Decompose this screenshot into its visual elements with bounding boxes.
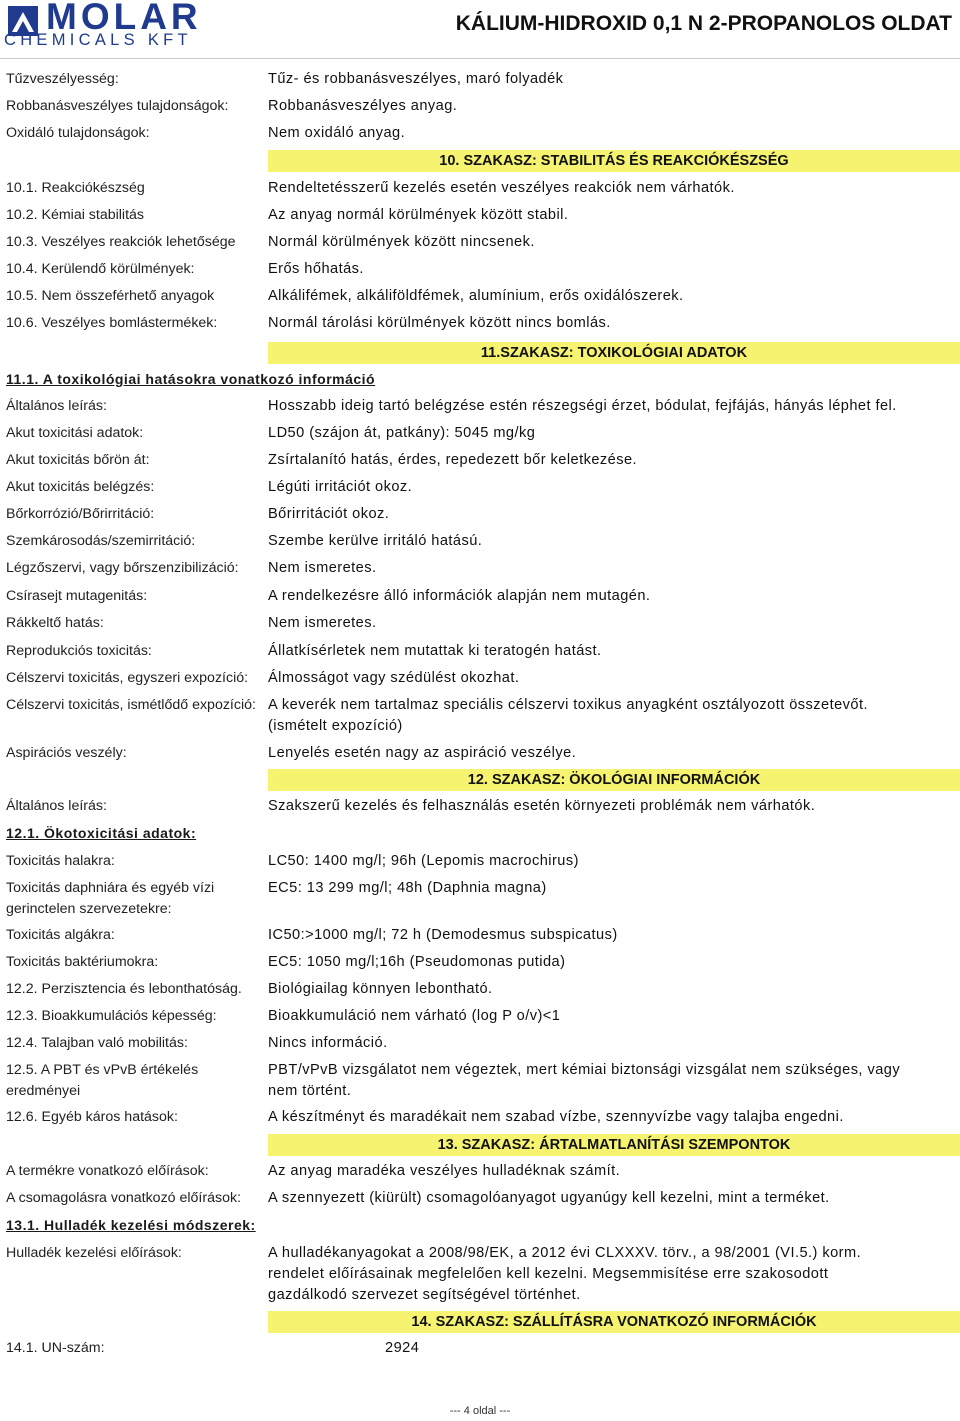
s12-label-cont: gerinctelen szervezetekre: [6, 901, 172, 917]
section-11-header: 11.SZAKASZ: TOXIKOLÓGIAI ADATOK [268, 342, 960, 364]
s13-value: Az anyag maradéka veszélyes hulladéknak számít. [268, 1163, 621, 1179]
s12-label: Toxicitás halakra: [6, 853, 115, 869]
s11-label: Csírasejt mutagenitás: [6, 588, 148, 604]
s12-label: Toxicitás algákra: [6, 927, 115, 943]
s11-value: Nem ismeretes. [268, 615, 377, 631]
s12-general-value: Szakszerű kezelés és felhasználás esetén környezeti problémák nem várhatók. [268, 798, 816, 814]
page-number: --- 4 oldal --- [449, 1405, 511, 1417]
s12-value: Bioakkumuláció nem várható (log P o/v)<1 [268, 1008, 561, 1024]
s11-value: Állatkísérletek nem mutattak ki teratogén hatást. [268, 643, 602, 659]
s10-label: 10.2. Kémiai stabilitás [6, 207, 145, 223]
s11-label: Általános leírás: [6, 398, 107, 414]
s12-value: PBT/vPvB vizsgálatot nem végeztek, mert kémiai biztonsági vizsgálat nem szükséges, vagy [268, 1062, 901, 1078]
section-10-header: 10. SZAKASZ: STABILITÁS ÉS REAKCIÓKÉSZSÉG [268, 150, 960, 172]
s11-value: Szembe kerülve irritáló hatású. [268, 533, 483, 549]
s11-label: Rákkeltő hatás: [6, 615, 104, 631]
s11-label: Akut toxicitási adatok: [6, 425, 144, 441]
s12-value: EC5: 13 299 mg/l; 48h (Daphnia magna) [268, 880, 547, 896]
oxidizing-label: Oxidáló tulajdonságok: [6, 125, 150, 141]
header [0, 0, 960, 55]
s11-value-cont: (ismételt expozíció) [268, 718, 403, 734]
s11-label: Akut toxicitás belégzés: [6, 479, 155, 495]
s11-value: A rendelkezésre álló információk alapján nem mutagén. [268, 588, 651, 604]
s11-label: Célszervi toxicitás, ismétlődő expozíció: [6, 697, 256, 713]
s11-value: Zsírtalanító hatás, érdes, repedezett bőr keletkezése. [268, 452, 638, 468]
section-14-header: 14. SZAKASZ: SZÁLLÍTÁSRA VONATKOZÓ INFORMÁCIÓK [268, 1311, 960, 1333]
s11-value: Légúti irritációt okoz. [268, 479, 413, 495]
s12-value: LC50: 1400 mg/l; 96h (Lepomis macrochirus) [268, 853, 579, 869]
s11-value: A keverék nem tartalmaz speciális célszervi toxikus anyagként osztályozott összetevőt. [268, 697, 868, 713]
s13-subtitle: 13.1. Hulladék kezelési módszerek: [6, 1217, 256, 1233]
s10-value: Erős hőhatás. [268, 261, 364, 277]
s11-value: LD50 (szájon át, patkány): 5045 mg/kg [268, 425, 536, 441]
s10-label: 10.5. Nem összeférhető anyagok [6, 288, 215, 304]
s11-label: Szemkárosodás/szemirritáció: [6, 533, 196, 549]
document-title: KÁLIUM-HIDROXID 0,1 N 2-PROPANOLOS OLDAT [455, 12, 952, 35]
s13-waste-label: Hulladék kezelési előírások: [6, 1245, 182, 1261]
s10-label: 10.3. Veszélyes reakciók lehetősége [6, 234, 236, 250]
s11-value: Álmosságot vagy szédülést okozhat. [268, 670, 520, 686]
s12-value: Nincs információ. [268, 1035, 388, 1051]
s12-value: EC5: 1050 mg/l;16h (Pseudomonas putida) [268, 954, 566, 970]
s11-label: Reprodukciós toxicitás: [6, 643, 152, 659]
s12-label: 12.3. Bioakkumulációs képesség: [6, 1008, 217, 1024]
oxidizing-value: Nem oxidáló anyag. [268, 125, 406, 141]
s12-label: 12.6. Egyéb káros hatások: [6, 1109, 178, 1125]
s11-label: Célszervi toxicitás, egyszeri expozíció: [6, 670, 249, 686]
s12-label: 12.4. Talajban való mobilitás: [6, 1035, 188, 1051]
s11-value: Nem ismeretes. [268, 560, 377, 576]
s10-value: Alkálifémek, alkáliföldfémek, alumínium, erős oxidálószerek. [268, 288, 684, 304]
un-number-label: 14.1. UN-szám: [6, 1340, 105, 1356]
s10-label: 10.4. Kerülendő körülmények: [6, 261, 195, 277]
s13-waste-line: rendelet előírásainak megfelelően kell kezelni. Megsemmisítése erre szakosodott [268, 1266, 829, 1282]
s11-value: Hosszabb ideig tartó belégzése estén részegségi érzet, bódulat, fejfájás, hányás léphet fel. [268, 398, 897, 414]
s13-value: A szennyezett (kiürült) csomagolóanyagot ugyanúgy kell kezelni, mint a terméket. [268, 1190, 830, 1206]
s12-general-label: Általános leírás: [6, 798, 107, 814]
s10-label: 10.1. Reakciókészség [6, 180, 145, 196]
flammability-value: Tűz- és robbanásveszélyes, maró folyadék [268, 71, 564, 87]
flammability-label: Tűzveszélyesség: [6, 71, 119, 87]
s12-subtitle: 12.1. Ökotoxicitási adatok: [6, 825, 197, 841]
s11-subtitle: 11.1. A toxikológiai hatásokra vonatkozó információ [6, 371, 376, 387]
explosive-label: Robbanásveszélyes tulajdonságok: [6, 98, 229, 114]
s11-value: Bőrirritációt okoz. [268, 506, 390, 522]
s12-value: Biológiailag könnyen lebontható. [268, 981, 493, 997]
s12-label: Toxicitás baktériumokra: [6, 954, 159, 970]
s13-label: A termékre vonatkozó előírások: [6, 1163, 209, 1179]
s12-label: Toxicitás daphniára és egyéb vízi [6, 880, 215, 896]
s13-waste-line: A hulladékanyagokat a 2008/98/EK, a 2012 évi CLXXXV. törv., a 98/2001 (VI.5.) korm. [268, 1245, 862, 1261]
logo-main-text: MOLAR [46, 0, 202, 37]
s13-label: A csomagolásra vonatkozó előírások: [6, 1190, 242, 1206]
header-divider [0, 58, 960, 59]
s11-value: Lenyelés esetén nagy az aspiráció veszélye. [268, 745, 577, 761]
section-13-header: 13. SZAKASZ: ÁRTALMATLANÍTÁSI SZEMPONTOK [268, 1134, 960, 1156]
un-number-value: 2924 [385, 1340, 420, 1356]
s11-label: Bőrkorrózió/Bőrirritáció: [6, 506, 155, 522]
s12-value: IC50:>1000 mg/l; 72 h (Demodesmus subspicatus) [268, 927, 618, 943]
s12-value-cont: nem történt. [268, 1083, 352, 1099]
s10-value: Rendeltetésszerű kezelés esetén veszélyes reakciók nem várhatók. [268, 180, 735, 196]
s13-waste-line: gazdálkodó szervezet segítségével történhet. [268, 1287, 581, 1303]
s10-label: 10.6. Veszélyes bomlástermékek: [6, 315, 218, 331]
section-12-header: 12. SZAKASZ: ÖKOLÓGIAI INFORMÁCIÓK [268, 769, 960, 791]
s12-value: A készítményt és maradékait nem szabad vízbe, szennyvízbe vagy talajba engedni. [268, 1109, 844, 1125]
s11-label: Akut toxicitás bőrön át: [6, 452, 150, 468]
s12-label: 12.5. A PBT és vPvB értékelés [6, 1062, 199, 1078]
s10-value: Az anyag normál körülmények között stabil. [268, 207, 569, 223]
s10-value: Normál körülmények között nincsenek. [268, 234, 535, 250]
s12-label: 12.2. Perzisztencia és lebonthatóság. [6, 981, 242, 997]
explosive-value: Robbanásveszélyes anyag. [268, 98, 458, 114]
s11-label: Légzőszervi, vagy bőrszenzibilizáció: [6, 560, 239, 576]
s10-value: Normál tárolási körülmények között nincs bomlás. [268, 315, 611, 331]
s11-label: Aspirációs veszély: [6, 745, 127, 761]
logo-sub-text: CHEMICALS KFT [4, 31, 192, 49]
s12-label-cont: eredményei [6, 1083, 81, 1099]
